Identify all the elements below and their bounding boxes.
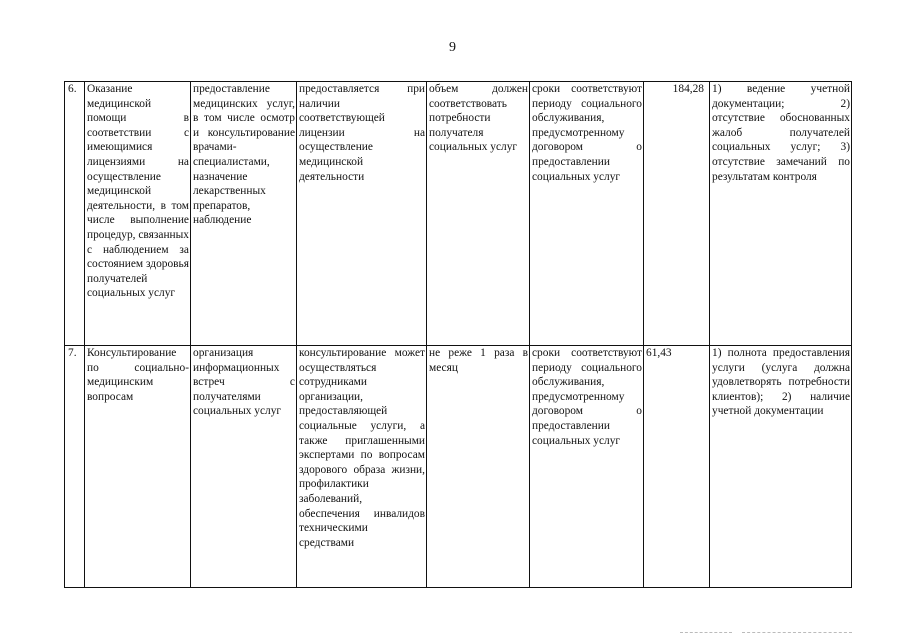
service-name-cell: Оказание медицинской помощи в соответствии с имеющимися лицензиями на осуществление медицинской деятельности, в том числе выполнение процедур, связанных с наблюдением за состоянием здоровья получателей социальных услуг (85, 82, 191, 346)
service-volume-cell: не реже 1 раза в месяц (427, 346, 530, 588)
service-volume-cell: объем должен соответствовать потребности получателя социальных услуг (427, 82, 530, 346)
service-conditions-cell: консультирование может осуществляться сотрудниками организации, предоставляющей социальные услуги, а также приглашенными экспертами по вопросам здорового образа жизни, профилактики заболеваний, обеспечения инвалидов техническими средствами (297, 346, 427, 588)
service-description-cell: предоставление медицинских услуг, в том числе осмотр и консультирование врачами-специалистами, назначение лекарственных препаратов, наблюдение (191, 82, 297, 346)
table-row (65, 82, 852, 346)
service-conditions-cell: предоставляется при наличии соответствующей лицензии на осуществление медицинской деятельности (297, 82, 427, 346)
row-number: 6. (65, 82, 85, 346)
service-quality-cell: 1) полнота предоставления услуги (услуга должна удовлетворять потребности клиентов); 2) наличие учетной документации (710, 346, 852, 588)
service-name-cell: Консультирование по социально-медицинским вопросам (85, 346, 191, 588)
service-description-cell: организация информационных встреч с получателями социальных услуг (191, 346, 297, 588)
service-terms-cell: сроки соответствуют периоду социального обслуживания, предусмотренному договором о предоставлении социальных услуг (530, 346, 644, 588)
table-row (65, 346, 852, 588)
page-number: 9 (449, 40, 456, 55)
service-cost-cell: 184,28 (644, 82, 710, 346)
row-number: 7. (65, 346, 85, 588)
services-table (64, 81, 852, 588)
service-quality-cell: 1) ведение учетной документации; 2) отсутствие обоснованных жалоб получателей социальных услуг; 3) отсутствие замечаний по результатам контроля (710, 82, 852, 346)
footer-divider (680, 632, 732, 634)
footer-divider (742, 632, 852, 634)
service-terms-cell: сроки соответствуют периоду социального обслуживания, предусмотренному договором о предоставлении социальных услуг (530, 82, 644, 346)
service-cost-cell: 61,43 (644, 346, 710, 588)
